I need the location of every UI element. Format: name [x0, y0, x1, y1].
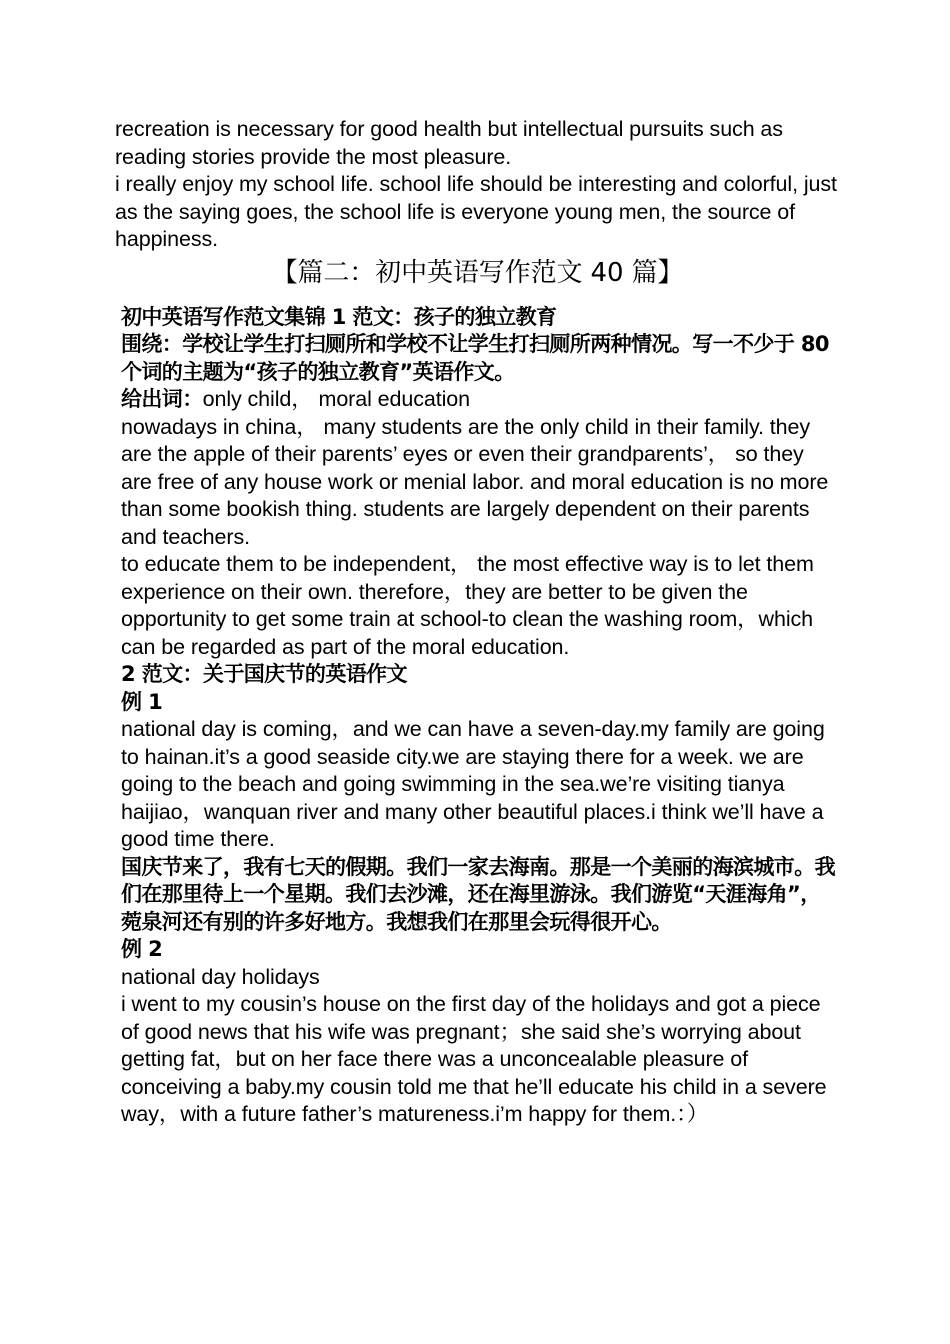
example-2-text: i went to my cousin’s house on the first day of the holidays and got a piece of good news that his wife was pregnant；she said she’s worrying about getting fat，but on her face there was a unconcealable pleasure of conceiving a baby.my cousin told me that he’ll educate his child in a severe way，with a future father’s matureness.i’m happy for them.：）: [121, 992, 827, 1126]
example-2-label: 例 2: [121, 937, 163, 961]
given-words: only child， moral education: [202, 387, 470, 411]
given-words-label: 给出词：: [121, 387, 203, 411]
essay1-given-words-line: [115, 386, 840, 414]
intro-paragraph-1: recreation is necessary for good health but intellectual pursuits such as reading stories provide the most pleasure.: [115, 117, 783, 169]
example-2-title: national day holidays: [121, 964, 320, 989]
example-1-chinese: 国庆节来了，我有七天的假期。我们一家去海南。那是一个美丽的海滨城市。我们在那里待上一个星期。我们去沙滩，还在海里游泳。我们游览“天涯海角”，菀泉河还有别的许多好地方。我想我们在那里会玩得很开心。: [121, 854, 835, 934]
essay1-task: 围绕：学校让学生打扫厕所和学校不让学生打扫厕所两种情况。写一不少于 80 个词的主题为“孩子的独立教育”英语作文。: [121, 332, 829, 384]
example-1-label: 例 1: [121, 689, 163, 714]
section-heading: 【篇二：初中英语写作范文 40 篇】: [271, 257, 684, 288]
example-1-text: national day is coming，and we can have a seven-day.my family are going to hainan.it’s a good seaside city.we are staying there for a week. we are going to the beach and going swimming in the sea.we’re visiting tianya haijiao，wanquan river and many other beautiful places.i think we’ll have a good time there.: [121, 717, 825, 851]
essay1-title: 初中英语写作范文集锦 1 范文：孩子的独立教育: [121, 304, 557, 329]
intro-paragraph-2: i really enjoy my school life. school life should be interesting and colorful, just as the saying goes, the school life is everyone young men, the source of happiness.: [115, 172, 837, 251]
essay1-paragraph-1: nowadays in china， many students are the only child in their family. they are the apple of their parents’ eyes or even their grandparents’， so they are free of any house work or menial labor. and moral education is no more than some bookish thing. students are largely dependent on their parents and teachers.: [121, 414, 829, 549]
essay1-paragraph-2: to educate them to be independent， the most effective way is to let them experience on their own. therefore，they are better to be given the opportunity to get some train at school-to clean the washing room，which can be regarded as part of the moral education.: [121, 552, 814, 659]
essay2-title: 2 范文：关于国庆节的英语作文: [121, 662, 407, 686]
document-page: [115, 116, 840, 1129]
